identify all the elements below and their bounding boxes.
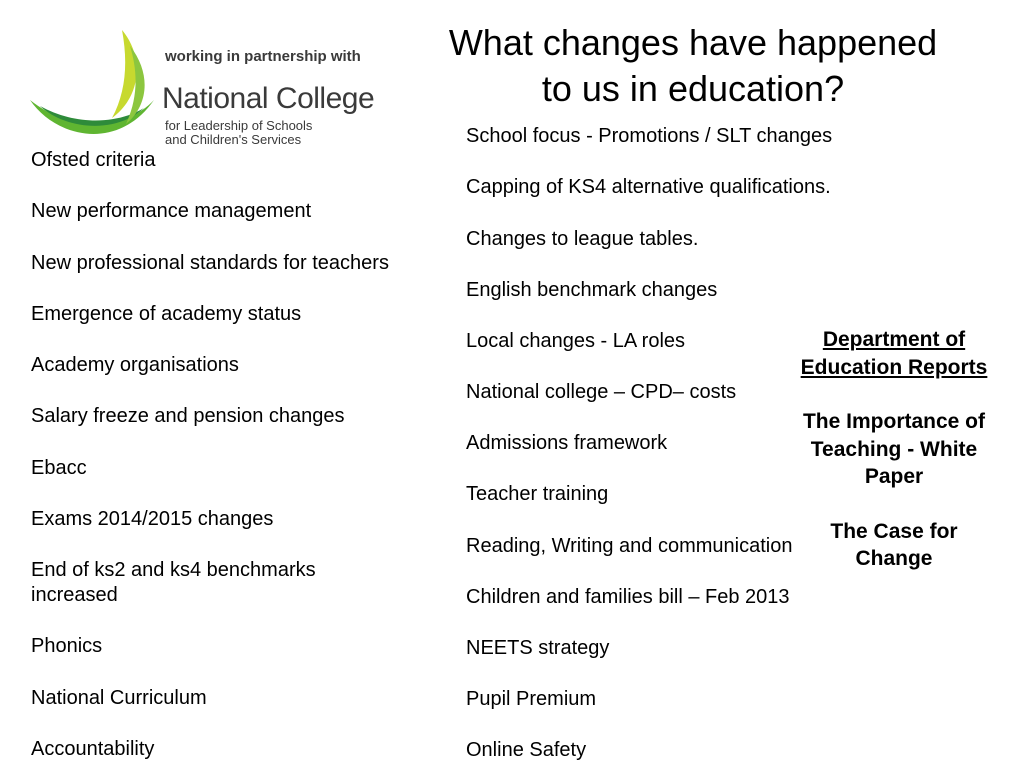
report-title-line: Paper (864, 465, 924, 488)
list-item: School focus - Promotions / SLT changes (466, 125, 833, 147)
report-title-line: Change (855, 547, 933, 570)
department-reports-box (788, 326, 1000, 573)
list-item: Children and families bill – Feb 2013 (466, 586, 790, 608)
page-title (420, 20, 966, 112)
logo-tagline: working in partnership with (165, 48, 361, 65)
list-item: Online Safety (466, 739, 587, 761)
leaf-swoosh-icon (26, 26, 162, 150)
list-item: Pupil Premium (466, 688, 597, 710)
list-item: National college – CPD– costs (466, 381, 737, 403)
list-item: Emergence of academy status (31, 303, 302, 325)
list-item: New performance management (31, 200, 312, 222)
logo-brand-name: National College (162, 82, 375, 115)
list-item: Ofsted criteria (31, 149, 156, 171)
list-item: Accountability (31, 738, 155, 760)
list-item: Exams 2014/2015 changes (31, 508, 274, 530)
logo-subtitle-line-1: for Leadership of Schools (165, 118, 313, 133)
list-item-continuation: increased (31, 584, 118, 606)
report-title-line: The Importance of (802, 410, 986, 433)
list-item: Ebacc (31, 457, 87, 479)
list-item: Reading, Writing and communication (466, 535, 793, 557)
list-item: National Curriculum (31, 687, 207, 709)
list-item: End of ks2 and ks4 benchmarks (31, 559, 316, 581)
list-item: English benchmark changes (466, 279, 718, 301)
report-title-line: Teaching - White (810, 437, 978, 461)
list-item: Local changes - LA roles (466, 330, 686, 352)
list-item: NEETS strategy (466, 637, 610, 659)
list-item: Salary freeze and pension changes (31, 405, 345, 427)
list-item: New professional standards for teachers (31, 252, 389, 274)
list-item: Teacher training (466, 483, 609, 505)
logo-subtitle-line-2: and Children's Services (165, 132, 302, 147)
list-item: Admissions framework (466, 432, 668, 454)
list-item: Academy organisations (31, 354, 239, 376)
page-title-line-1: What changes have happened (448, 22, 938, 63)
list-item: Capping of KS4 alternative qualifications. (466, 176, 831, 198)
report-title-line: The Case for (830, 519, 958, 543)
national-college-logo (26, 26, 386, 150)
list-item: Phonics (31, 635, 103, 657)
reports-heading-line-2: Education Reports (800, 355, 988, 379)
reports-heading-line-1: Department of (822, 328, 966, 351)
page-title-line-2: to us in education? (541, 68, 845, 109)
list-item: Changes to league tables. (466, 228, 699, 250)
